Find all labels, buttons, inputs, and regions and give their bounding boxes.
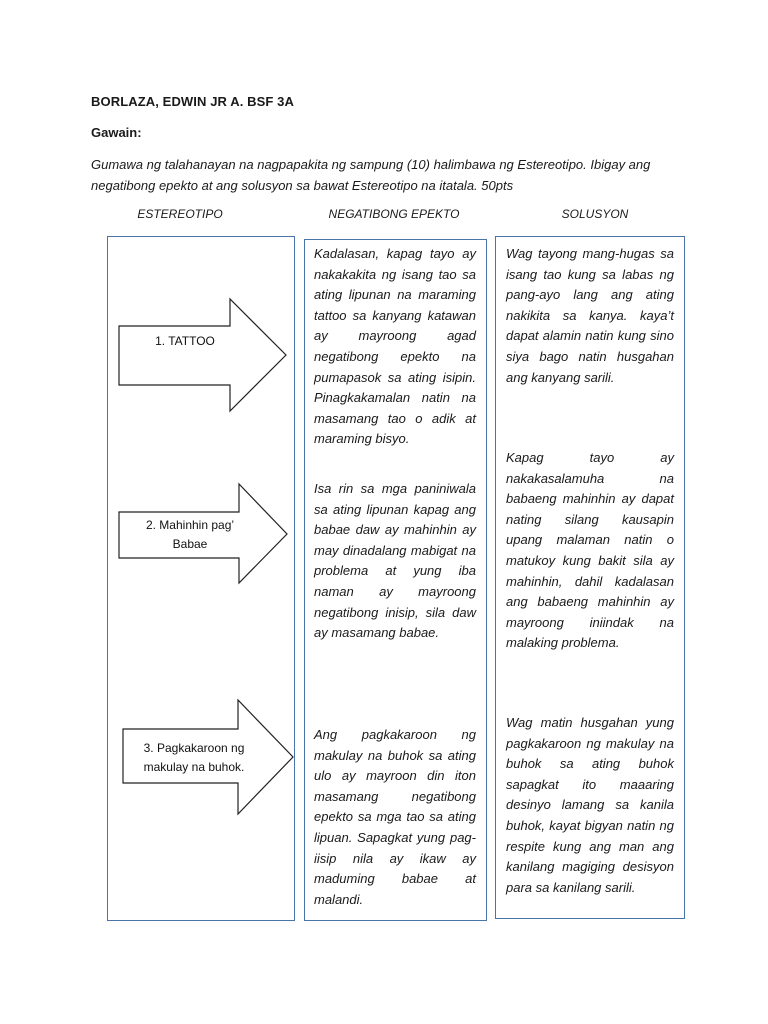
negative-effect-column [304,239,487,921]
column-header-solusyon: SOLUSYON [561,207,629,221]
author-name: BORLAZA, EDWIN JR A. BSF 3A [91,94,295,109]
stereotype-3-line2: makulay na buhok. [143,760,245,774]
negative-effect-3: Ang pagkakaroon ng makulay na buhok sa ating ulo ay mayroon din iton masamang negatibong epekto sa mga tao sa ating lipuan. Sapagkat yung pag-iisip nila ay ikaw ay maduming babae at malandi. [314,727,476,907]
stereotype-2-label [124,516,256,554]
solution-3: Wag matin husgahan yung pagkakaroon ng makulay na buhok sa ating buhok sapagkat ito maaaring desinyo lamang sa kanila buhok, kayat bigyan natin ng respite kung ang man ang kanilang magiging desisyon para sa kanilang sarili. [506,715,674,895]
stereotype-3-label [128,739,260,777]
stereotype-3-line1: 3. Pagkakaroon ng [143,741,245,755]
stereotype-1-label [126,332,244,351]
instructions: Gumawa ng talahanayan na nagpapakita ng sampung (10) halimbawa ng Estereotipo. Ibigay ang negatibong epekto at ang solusyon sa bawat Estereotipo na itatala. 50pts [91,157,651,193]
stereotype-2-line2: Babae [172,537,208,551]
stereotype-column [107,236,295,921]
arrow-shape-1 [119,299,286,411]
task-label: Gawain: [91,125,142,140]
column-header-estereotipo: ESTEREOTIPO [137,207,223,221]
stereotype-2-line1: 2. Mahinhin pag’ [145,518,235,532]
column-header-negatibong-epekto: NEGATIBONG EPEKTO [328,207,460,221]
solution-1: Wag tayong mang-hugas sa isang tao kung sa labas ng pang-ayo lang ang ating nakikita sa kanya. kaya’t dapat alamin natin kung sino siya bago natin husgahan ang kanyang sarili. [506,246,674,385]
solution-column [495,236,685,919]
negative-effect-2: Isa rin sa mga paniniwala sa ating lipunan kapag ang babae daw ay mahinhin ay may dinadalang mabigat na problema at yung iba naman ay mayroong negatibong inisip, sila daw ay masamang babae. [314,481,476,641]
solution-2: Kapag tayo ay nakakasalamuha na babaeng mahinhin ay dapat nating silang kausapin upang malaman natin o matukoy kung bakit sila ay mahinhin, dahil kadalasan ang babaeng mahinhin ay mayroong iniindak na malaking problema. [506,450,674,651]
stereotype-1-line1: 1. TATTOO [155,334,215,348]
negative-effect-1: Kadalasan, kapag tayo ay nakakakita ng isang tao sa ating lipunan na maraming tattoo sa kanyang katawan ay mayroong agad negatibong epekto na pumapasok sa ating isipin. Pinagkakamalan natin na masamang tao o adik at maraming bisyo. [314,246,476,447]
